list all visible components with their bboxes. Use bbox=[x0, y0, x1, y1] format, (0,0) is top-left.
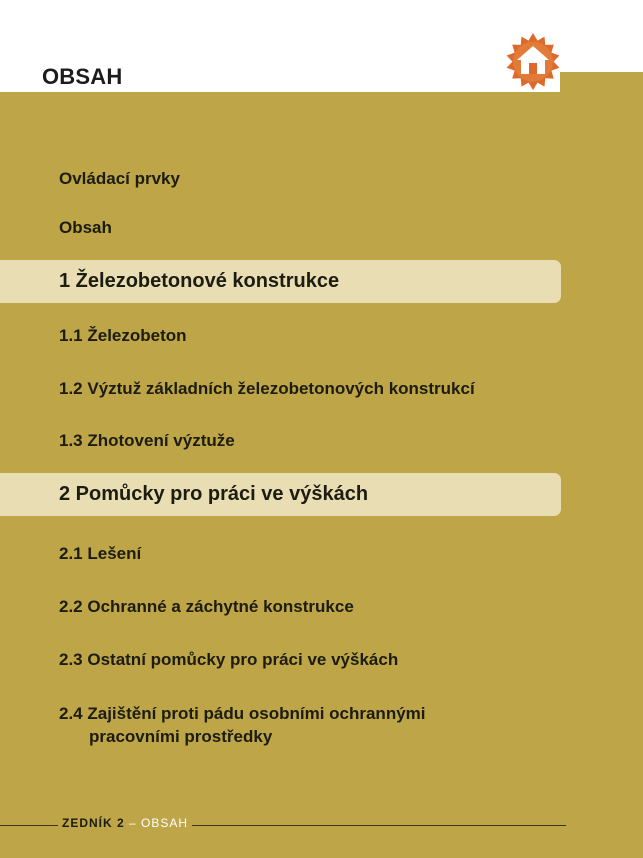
footer-section: OBSAH bbox=[141, 816, 189, 830]
panel-notch bbox=[560, 72, 643, 94]
toc-item-2-4[interactable] bbox=[59, 702, 426, 748]
toc-item-ovladaci-prvky[interactable]: Ovládací prvky bbox=[59, 169, 180, 188]
toc-chapter-2[interactable] bbox=[0, 473, 561, 516]
toc-item-2-4-line1: 2.4 Zajištění proti pádu osobními ochrannými bbox=[59, 704, 426, 723]
toc-chapter-2-label: 2 Pomůcky pro práci ve výškách bbox=[59, 483, 369, 505]
toc-item-2-1[interactable]: 2.1 Lešení bbox=[59, 544, 142, 563]
toc-chapter-1[interactable] bbox=[0, 260, 561, 303]
home-icon bbox=[504, 32, 562, 90]
page-title: OBSAH bbox=[42, 64, 123, 89]
toc-item-1-2[interactable]: 1.2 Výztuž základních železobetonových konstrukcí bbox=[59, 379, 475, 398]
footer-separator: – bbox=[124, 816, 142, 830]
toc-item-2-2[interactable]: 2.2 Ochranné a záchytné konstrukce bbox=[59, 597, 354, 616]
toc-item-2-4-line2: pracovními prostředky bbox=[89, 727, 273, 746]
footer-book: ZEDNÍK 2 bbox=[62, 816, 125, 830]
toc-item-1-3[interactable]: 1.3 Zhotovení výztuže bbox=[59, 431, 235, 450]
home-button[interactable] bbox=[504, 32, 562, 90]
toc-chapter-1-label: 1 Železobetonové konstrukce bbox=[59, 270, 340, 292]
footer bbox=[58, 816, 192, 830]
content-panel bbox=[0, 92, 643, 858]
toc-item-2-3[interactable]: 2.3 Ostatní pomůcky pro práci ve výškách bbox=[59, 650, 399, 669]
toc-item-1-1[interactable]: 1.1 Železobeton bbox=[59, 326, 187, 345]
toc-item-obsah[interactable]: Obsah bbox=[59, 218, 112, 237]
